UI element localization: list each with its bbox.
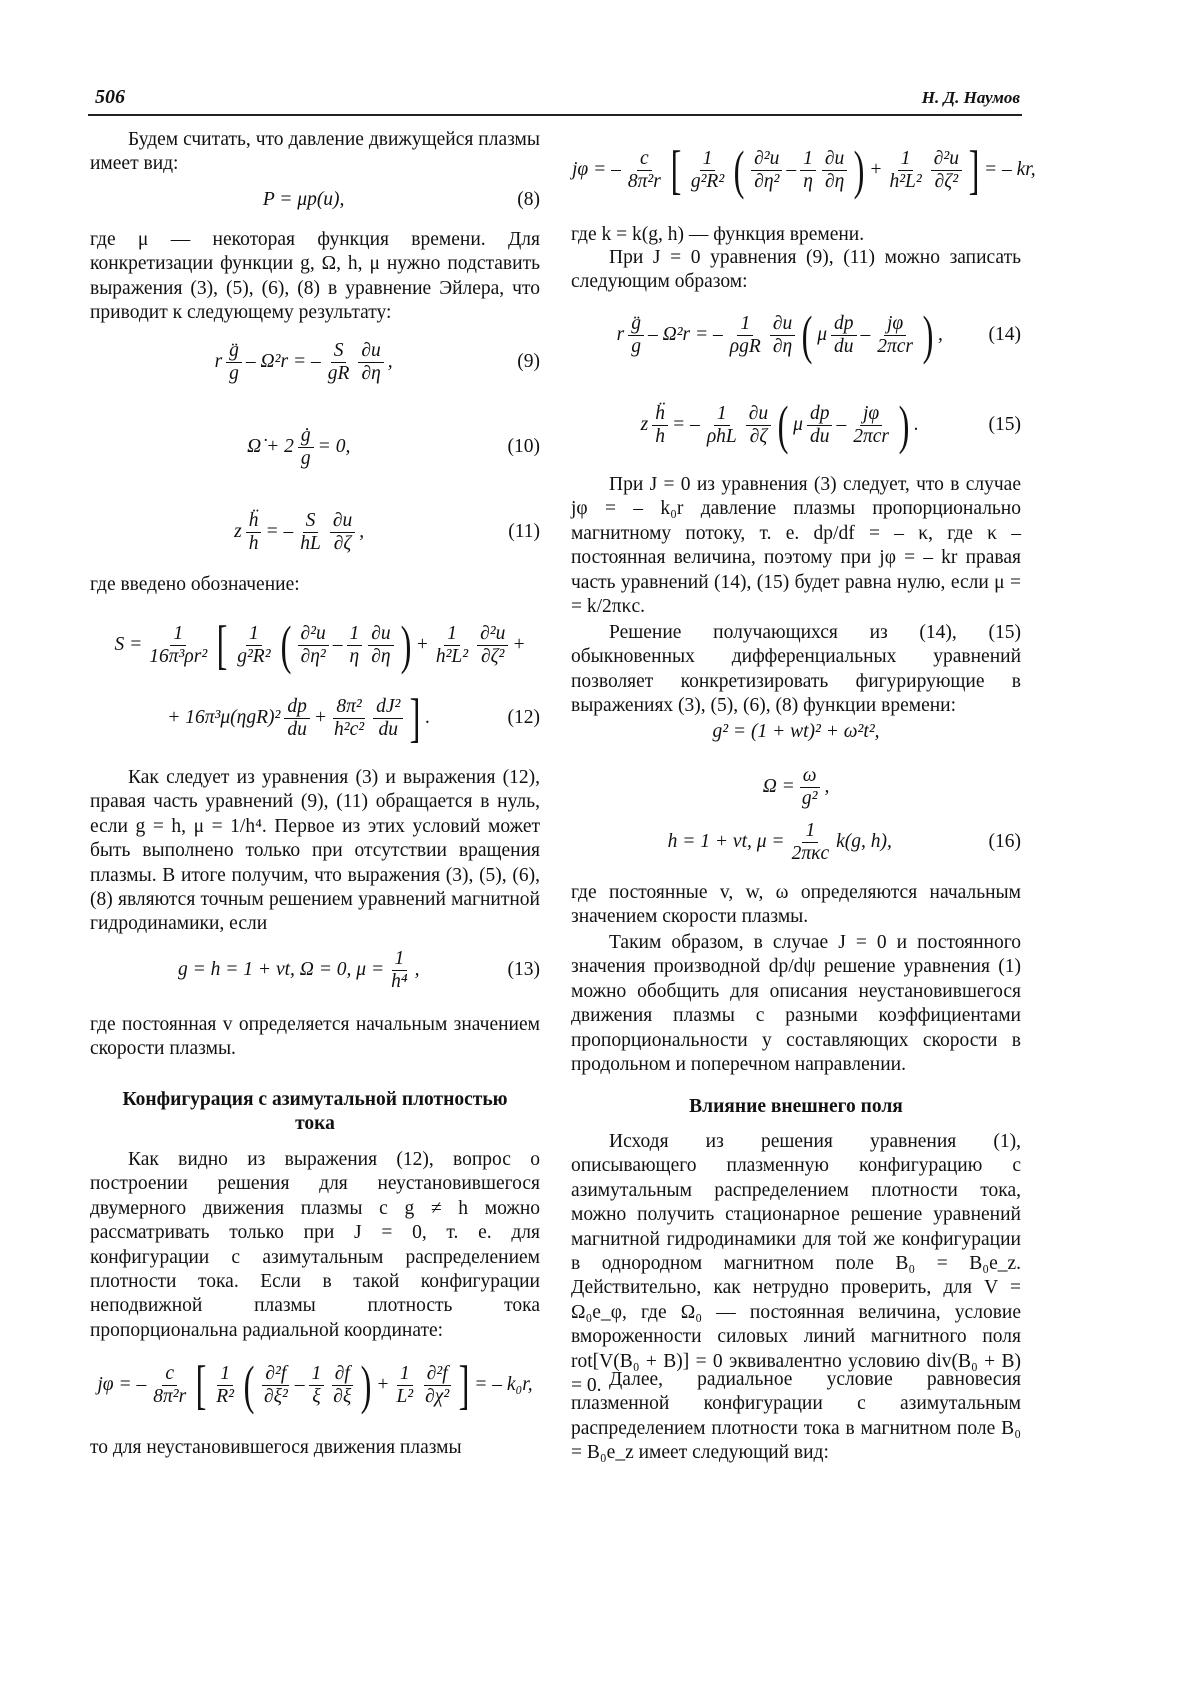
bracket: (: [733, 140, 745, 200]
paragraph: При J = 0 из уравнения (3) следует, что в случае jφ = – k₀r давление плазмы пропорционально магнитному потоку, т. е. dp/df = – κ, где κ – постоянная величина, поэтому при jφ = – kr правая часть уравнений (14), (15) будет равна нулю, если μ = = k/2πκc.: [571, 474, 1021, 618]
fraction: [309, 1363, 325, 1408]
equation-number: (16): [988, 831, 1021, 852]
denominator: du: [287, 718, 307, 740]
equation-body: [571, 395, 989, 455]
numerator: 1: [714, 403, 730, 426]
fraction: [625, 148, 664, 193]
paragraph: Как следует из уравнения (3) и выражения (12), правая часть уравнений (9), (11) обращается в нуль, если g = h, μ = 1/h⁴. Первое из этих условий может быть выполнено только при отсутствии вращения плазмы. В итоге получим, что выражения (3), (5), (6), (8) являются точным решением уравнений магнитной гидродинамики, если: [90, 767, 540, 935]
equation-term: = – k₀r,: [474, 1374, 533, 1395]
fraction: [358, 340, 383, 385]
denominator: η: [803, 170, 813, 192]
equation-term: –: [836, 414, 847, 435]
fraction: [931, 148, 962, 193]
equation-term: –: [332, 634, 343, 655]
fraction: [368, 623, 393, 668]
equation-term: g = h = 1 + vt, Ω = 0, μ =: [177, 959, 385, 980]
equation-body: [571, 140, 1037, 200]
denominator: g²R²: [690, 170, 725, 192]
equation-term: – Ω²r = –: [647, 324, 723, 345]
equation-term: –: [294, 1374, 305, 1395]
bracket: ]: [409, 688, 421, 748]
numerator: 1: [170, 623, 186, 646]
denominator: g²R²: [237, 645, 271, 667]
bracket: ): [922, 305, 934, 365]
equation-11: [90, 502, 540, 562]
fraction: [704, 403, 740, 448]
numerator: dJ²: [373, 696, 403, 719]
denominator: ∂ξ: [333, 1385, 352, 1407]
numerator: ∂u: [746, 403, 771, 426]
equation-number: (10): [507, 436, 540, 457]
equation-term: +: [376, 1374, 390, 1395]
bracket: [: [195, 1355, 207, 1415]
equation-term: r: [616, 324, 625, 345]
numerator: jφ: [860, 403, 882, 426]
numerator: ḧ: [246, 510, 262, 533]
numerator: g̈: [226, 340, 242, 363]
equation-term: = 0,: [317, 436, 351, 457]
equation-body: [571, 765, 1021, 810]
bracket: [: [216, 615, 228, 675]
paragraph: Будем считать, что давление движущейся плазмы имеет вид:: [90, 129, 540, 175]
denominator: g: [300, 447, 311, 469]
numerator: ω: [800, 765, 820, 788]
numerator: ġ: [298, 425, 314, 448]
numerator: 1: [347, 623, 363, 646]
fraction: [213, 1363, 237, 1408]
equation-term: Ω̇ + 2: [247, 436, 294, 457]
equation-term: P = μp(u),: [262, 189, 345, 210]
equation-term: ,: [414, 959, 420, 980]
fraction: [770, 313, 795, 358]
fraction: [373, 696, 403, 741]
fraction: [246, 510, 262, 555]
denominator: ρhL: [706, 425, 737, 447]
equation-8: [90, 170, 540, 230]
fraction: [746, 403, 771, 448]
equation-term: +: [869, 159, 883, 180]
equation-number: (14): [988, 324, 1021, 345]
equation-term: h = 1 + vt, μ =: [667, 831, 785, 852]
denominator: ∂η: [824, 170, 845, 192]
fraction: [886, 148, 924, 193]
denominator: h²L²: [435, 645, 469, 667]
equation-body: [90, 340, 517, 385]
bracket: (: [280, 615, 291, 675]
numerator: ∂u: [368, 623, 393, 646]
bracket: (: [777, 395, 789, 455]
fraction: [874, 313, 916, 358]
fraction: [822, 148, 847, 193]
equation-body: [571, 721, 1021, 743]
paragraph: где постоянная v определяется начальным значением скорости плазмы.: [90, 1014, 540, 1060]
fraction: [831, 313, 857, 358]
fraction: [477, 623, 508, 668]
equation-term: = – kr,: [983, 159, 1036, 180]
denominator: h²c²: [334, 718, 365, 740]
fraction: [388, 948, 411, 993]
denominator: ∂ζ²: [934, 170, 959, 192]
denominator: h⁴: [391, 970, 408, 992]
denominator: du: [834, 335, 854, 357]
paragraph: Таким образом, в случае J = 0 и постоянного значения производной dp/dψ решение уравнения (1) можно обобщить для описания неустановившегося движения плазмы с разными коэффициентами пропорциональности у составляющих скорости в продольном и поперечном направлении.: [571, 932, 1021, 1076]
numerator: ∂u: [822, 148, 847, 171]
numerator: 1: [802, 820, 818, 843]
denominator: R²: [216, 1385, 234, 1407]
numerator: dp: [807, 403, 833, 426]
fraction: [325, 340, 353, 385]
equation-body: [571, 305, 989, 365]
equation-term: jφ = –: [97, 1374, 147, 1395]
denominator: ∂η²: [754, 170, 780, 192]
equation-term: r: [214, 351, 223, 372]
header-rule: [88, 114, 1022, 116]
equation-term: .: [913, 414, 919, 435]
equation-body: [90, 189, 517, 211]
fraction: [330, 1363, 354, 1408]
paragraph: где k = k(g, h) — функция времени.: [571, 224, 865, 245]
equation-body: [90, 510, 508, 555]
numerator: ∂²f: [262, 1363, 289, 1386]
numerator: 1: [392, 948, 408, 971]
paragraph: Как видно из выражения (12), вопрос о построении решения для неустановившегося двумерного движения плазмы с g ≠ h можно рассматривать только при J = 0, т. е. для конфигурации с азимутальным распределением плотности тока. Если в такой конфигурации неподвижной плазмы плотность тока пропорциональна радиальной координате:: [90, 1149, 540, 1341]
equation-14: [571, 305, 1021, 365]
fraction: [226, 340, 242, 385]
equation-number: (12): [507, 707, 540, 728]
equation-term: –: [786, 159, 797, 180]
equation-term: –: [860, 324, 871, 345]
page-number: 506: [95, 86, 125, 108]
section-heading: Влияние внешнего поля: [689, 1096, 903, 1117]
numerator: dp: [284, 696, 310, 719]
denominator: ∂η²: [300, 645, 326, 667]
bracket: ]: [458, 1355, 470, 1415]
equation-term: μ: [793, 414, 803, 435]
bracket: (: [801, 305, 813, 365]
numerator: S: [303, 510, 319, 533]
equation-term: z: [234, 521, 242, 542]
equation-term: = –: [672, 414, 700, 435]
equation-body: [90, 948, 508, 993]
fraction: [628, 313, 644, 358]
numerator: c: [162, 1363, 177, 1386]
denominator: hL: [300, 532, 321, 554]
fraction: [234, 623, 273, 668]
numerator: 1: [309, 1363, 325, 1386]
equation-term: +: [512, 634, 526, 655]
fraction: [284, 696, 310, 741]
fraction: [799, 765, 821, 810]
bracket: ): [360, 1355, 372, 1415]
numerator: 1: [737, 313, 753, 336]
fraction: [298, 623, 329, 668]
equation-16-omega: [571, 757, 1021, 817]
bracket: ): [898, 395, 910, 455]
denominator: ∂ξ²: [263, 1385, 288, 1407]
numerator: 1: [217, 1363, 233, 1386]
fraction: [688, 148, 727, 193]
equation-body: [90, 688, 508, 748]
denominator: η: [349, 645, 360, 667]
numerator: ∂²u: [751, 148, 782, 171]
paragraph: где введено обозначение:: [90, 574, 300, 595]
equation-9: [90, 332, 540, 392]
denominator: h²L²: [889, 170, 922, 192]
numerator: 1: [397, 1363, 413, 1386]
equation-15: [571, 395, 1021, 455]
bracket: (: [243, 1355, 255, 1415]
bracket: ]: [968, 140, 980, 200]
numerator: jφ: [884, 313, 906, 336]
denominator: du: [378, 718, 398, 740]
equation-16-h: [571, 812, 1021, 872]
equation-term: k(g, h),: [836, 831, 892, 852]
equation-body: [100, 615, 540, 675]
equation-16-g: [571, 712, 1021, 752]
denominator: 16π³ρr²: [149, 645, 208, 667]
numerator: ∂²u: [477, 623, 508, 646]
denominator: ξ: [312, 1385, 321, 1407]
fraction: [146, 623, 210, 668]
paragraph: Далее, радиальное условие равновесия плазменной конфигурации с азимутальным распределением плотности тока в магнитном поле B₀ = B₀e_z имеет следующий вид:: [571, 1369, 1021, 1464]
denominator: g²: [801, 787, 818, 809]
equation-number: (9): [517, 351, 540, 372]
denominator: L²: [396, 1385, 414, 1407]
denominator: 8π²r: [627, 170, 661, 192]
numerator: ∂f: [332, 1363, 353, 1386]
equation-term: +: [415, 634, 429, 655]
numerator: ∂²u: [931, 148, 962, 171]
equation-number: (13): [507, 959, 540, 980]
equation-term: Ω =: [762, 776, 795, 797]
paragraph: Решение получающихся из (14), (15) обыкновенных дифференциальных уравнений позволяет конкретизировать фигурирующие в выражениях (3), (5), (6), (8) функции времени:: [571, 622, 1021, 717]
bracket: ): [400, 615, 412, 675]
equation-12-line-1: [100, 615, 540, 675]
denominator: g: [631, 335, 641, 357]
fraction: [727, 313, 764, 358]
denominator: du: [809, 425, 830, 447]
numerator: 1: [800, 148, 816, 171]
denominator: ∂η: [361, 362, 381, 384]
fraction: [331, 696, 367, 741]
numerator: 8π²: [333, 696, 364, 719]
equation-term: = –: [265, 521, 294, 542]
equation-term: μ: [817, 324, 827, 345]
numerator: 1: [898, 148, 914, 171]
equation-body: [90, 425, 508, 470]
numerator: S: [331, 340, 347, 363]
equation-number: (11): [508, 521, 540, 542]
numerator: ∂u: [770, 313, 795, 336]
equation-j-phi-kr: [571, 140, 1036, 200]
equation-term: .: [425, 707, 431, 728]
fraction: [807, 403, 833, 448]
denominator: ∂η: [371, 645, 391, 667]
denominator: 2πcr: [877, 335, 914, 357]
fraction: [850, 403, 892, 448]
paragraph: При J = 0 уравнения (9), (11) можно записать следующим образом:: [571, 247, 1021, 293]
numerator: 1: [444, 623, 460, 646]
equation-term: z: [640, 414, 649, 435]
numerator: ∂u: [358, 340, 383, 363]
denominator: ∂ζ²: [481, 645, 505, 667]
equation-j-phi: [90, 1355, 540, 1415]
equation-number: (15): [988, 414, 1021, 435]
equation-term: – Ω²r = –: [245, 351, 321, 372]
denominator: 2πcr: [853, 425, 889, 447]
fraction: [751, 148, 782, 193]
fraction: [298, 425, 314, 470]
equation-term: ,: [359, 521, 365, 542]
numerator: ∂²f: [424, 1363, 451, 1386]
equation-10: [90, 417, 540, 477]
denominator: g: [229, 362, 239, 384]
equation-term: jφ = –: [572, 159, 621, 180]
denominator: 2πκc: [791, 842, 830, 864]
fraction: [652, 403, 668, 448]
numerator: ∂u: [330, 510, 355, 533]
numerator: 1: [246, 623, 262, 646]
fraction: [330, 510, 355, 555]
numerator: ∂²u: [298, 623, 329, 646]
fraction: [347, 623, 363, 668]
equation-body: [90, 1355, 540, 1415]
denominator: gR: [327, 362, 350, 384]
section-heading: Конфигурация с азимутальной плотностью тока: [122, 1089, 508, 1135]
fraction: [150, 1363, 189, 1408]
paragraph: Исходя из решения уравнения (1), описывающего плазменную конфигурацию с азимутальным распределением плотности тока, можно получить стационарное решение уравнений магнитной гидродинамики для той же конфигурации в однородном магнитном поле B₀ = B₀e_z. Действительно, как нетрудно проверить, для V = Ω₀e_φ, где Ω₀ — постоянная величина, условие вмороженности силовых линий магнитного поля rot[V(B₀ + B)] = 0 эквивалентно условию div(B₀ + B) = 0.: [571, 1131, 1021, 1397]
equation-term: ,: [387, 351, 393, 372]
fraction: [422, 1363, 452, 1408]
denominator: ∂ζ: [333, 532, 352, 554]
fraction: [393, 1363, 416, 1408]
numerator: c: [637, 148, 652, 171]
numerator: dp: [831, 313, 857, 336]
denominator: 8π²r: [153, 1385, 187, 1407]
denominator: h: [655, 425, 666, 447]
equation-number: (8): [517, 189, 540, 210]
equation-13: [90, 940, 540, 1000]
running-header-author: Н. Д. Наумов: [921, 88, 1020, 107]
paragraph: то для неустановившегося движения плазмы: [90, 1437, 462, 1458]
denominator: ∂η: [772, 335, 793, 357]
equation-term: g² = (1 + wt)² + ω²t²,: [712, 721, 880, 742]
equation-term: + 16π³μ(ηgR)²: [167, 707, 281, 728]
equation-term: ,: [938, 324, 943, 345]
fraction: [261, 1363, 291, 1408]
equation-term: S =: [114, 634, 143, 655]
denominator: h: [248, 532, 259, 554]
numerator: 1: [700, 148, 716, 171]
equation-term: ,: [824, 776, 830, 797]
fraction: [297, 510, 324, 555]
denominator: ∂ζ: [749, 425, 768, 447]
bracket: [: [670, 140, 682, 200]
paragraph: где μ — некоторая функция времени. Для конкретизации функции g, Ω, h, μ нужно подставить выражения (3), (5), (6), (8) в уравнение Эйлера, что приводит к следующему результату:: [90, 229, 540, 324]
bracket: ): [853, 140, 865, 200]
denominator: ∂χ²: [425, 1385, 450, 1407]
fraction: [789, 820, 833, 865]
equation-12-line-2: [90, 688, 540, 748]
equation-term: +: [313, 707, 328, 728]
fraction: [800, 148, 816, 193]
denominator: ρgR: [729, 335, 761, 357]
numerator: g̈: [628, 313, 644, 336]
fraction: [433, 623, 471, 668]
paragraph: где постоянные v, w, ω определяются начальным значением скорости плазмы.: [571, 882, 1021, 928]
equation-body: [571, 820, 989, 865]
numerator: ḧ: [652, 403, 668, 426]
